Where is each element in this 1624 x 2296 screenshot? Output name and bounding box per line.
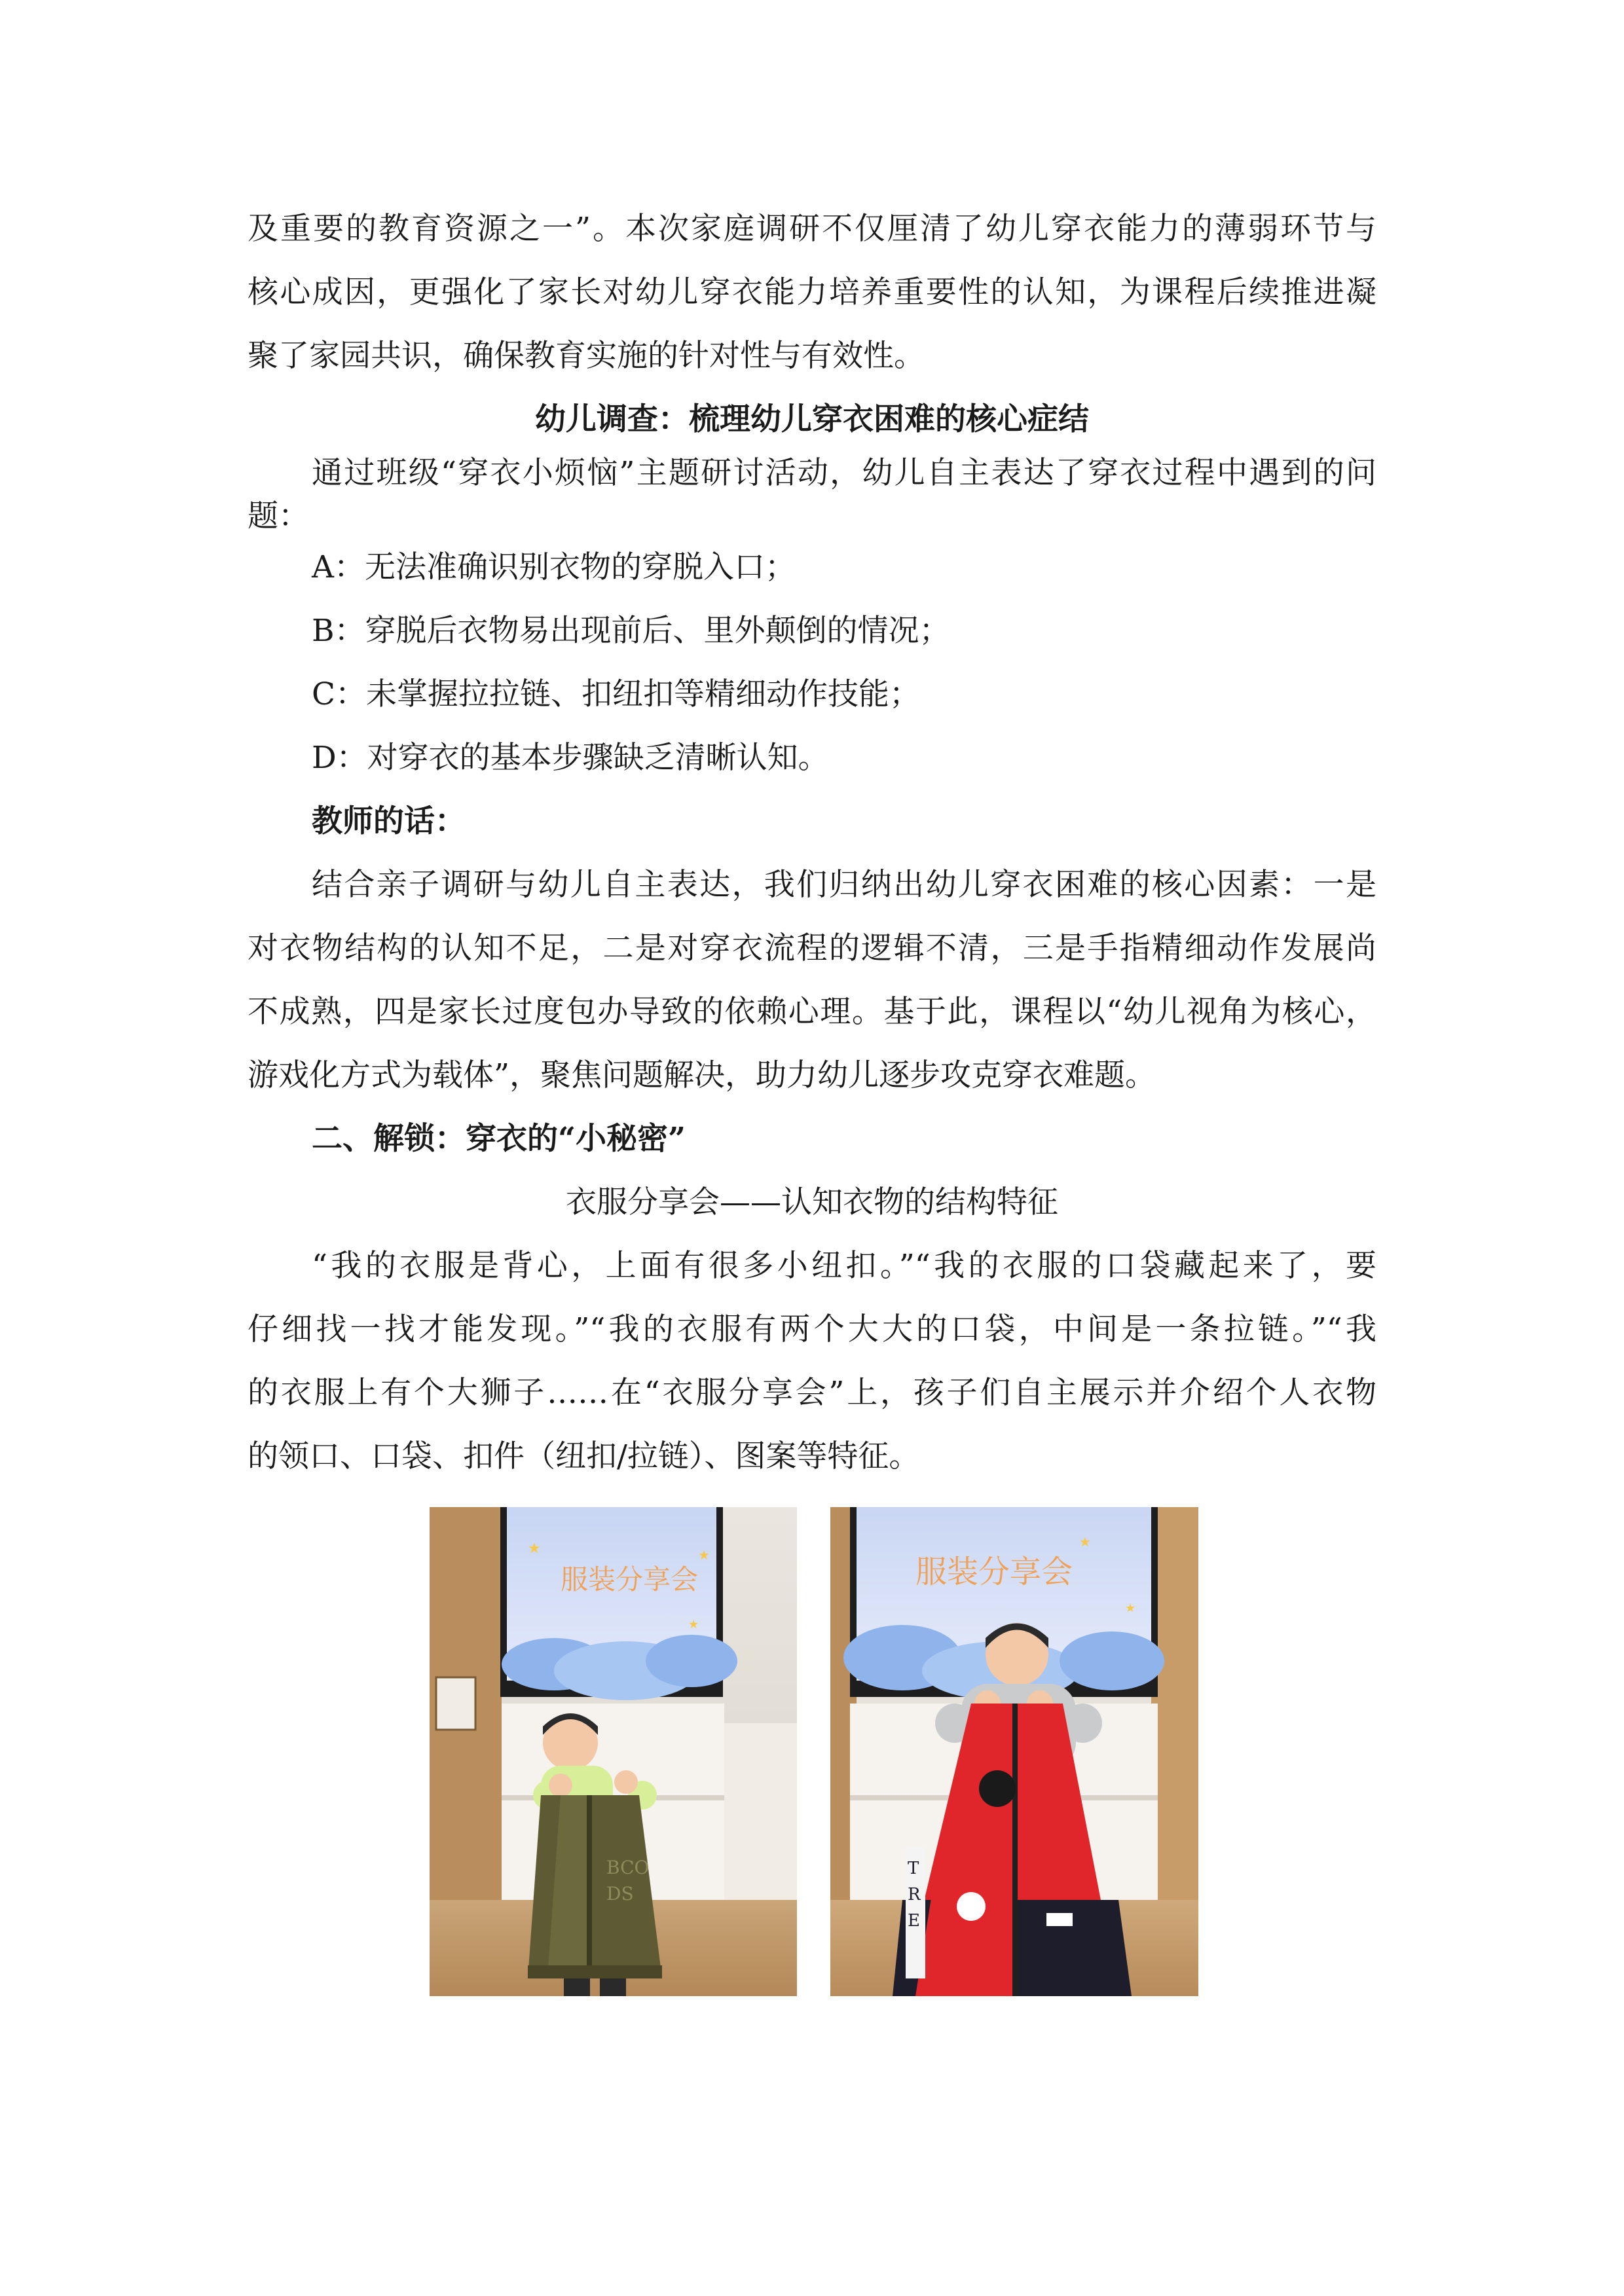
list-item: C：未掌握拉拉链、扣纽扣等精细动作技能； xyxy=(312,676,920,712)
screen-title-text: 服装分享会 xyxy=(561,1563,699,1595)
svg-text:★: ★ xyxy=(528,1540,541,1557)
paragraph-line: 不成熟，四是家长过度包办导致的依赖心理。基于此，课程以“幼儿视角为核心， xyxy=(248,994,1376,1030)
section-heading: 幼儿调查：梳理幼儿穿衣困难的核心症结 xyxy=(535,401,1089,437)
svg-text:R: R xyxy=(908,1885,921,1904)
paragraph-line: 核心成因，更强化了家长对幼儿穿衣能力培养重要性的认知，为课程后续推进凝 xyxy=(248,274,1376,310)
svg-text:DS: DS xyxy=(606,1883,634,1904)
photo-child-olive-jacket xyxy=(430,1507,797,1996)
paragraph-line: 题： xyxy=(248,498,309,534)
paragraph-line: 的衣服上有个大狮子……在“衣服分享会”上，孩子们自主展示并介绍个人衣物 xyxy=(248,1375,1376,1411)
paragraph-line: 的领口、口袋、扣件（纽扣/拉链）、图案等特征。 xyxy=(248,1438,920,1474)
paragraph-line: 仔细找一找才能发现。”“我的衣服有两个大大的口袋，中间是一条拉链。”“我 xyxy=(248,1311,1376,1347)
svg-text:★: ★ xyxy=(698,1547,710,1563)
svg-text:★: ★ xyxy=(1125,1601,1136,1615)
screen-title-text: 服装分享会 xyxy=(915,1554,1073,1590)
paragraph-line: 及重要的教育资源之一”。本次家庭调研不仅厘清了幼儿穿衣能力的薄弱环节与 xyxy=(248,211,1376,247)
paragraph-line: 聚了家园共识，确保教育实施的针对性与有效性。 xyxy=(248,338,925,374)
paragraph-line: 结合亲子调研与幼儿自主表达，我们归纳出幼儿穿衣困难的核心因素：一是 xyxy=(312,867,1376,903)
list-item: B：穿脱后衣物易出现前后、里外颠倒的情况； xyxy=(312,613,950,649)
paragraph-line: 游戏化方式为载体”，聚焦问题解决，助力幼儿逐步攻克穿衣难题。 xyxy=(248,1057,1156,1093)
paragraph-line: 通过班级“穿衣小烦恼”主题研讨活动，幼儿自主表达了穿衣过程中遇到的问 xyxy=(312,455,1376,491)
list-item: D：对穿衣的基本步骤缺乏清晰认知。 xyxy=(312,740,829,776)
svg-text:★: ★ xyxy=(688,1618,699,1631)
paragraph-line: 对衣物结构的认知不足，二是对穿衣流程的逻辑不清，三是手指精细动作发展尚 xyxy=(248,930,1376,966)
svg-text:E: E xyxy=(908,1911,920,1931)
list-item: A：无法准确识别衣物的穿脱入口； xyxy=(312,549,796,585)
paragraph-line: “我的衣服是背心，上面有很多小纽扣。”“我的衣服的口袋藏起来了，要 xyxy=(312,1248,1376,1284)
photo-child-red-jacket xyxy=(830,1507,1198,1996)
teacher-label: 教师的话： xyxy=(312,803,466,839)
svg-text:T: T xyxy=(908,1859,919,1878)
subsection-heading: 衣服分享会——认知衣物的结构特征 xyxy=(566,1184,1058,1220)
section-title: 二、解锁：穿衣的“小秘密” xyxy=(312,1121,686,1157)
svg-text:BCO: BCO xyxy=(606,1857,650,1878)
svg-text:★: ★ xyxy=(1079,1534,1091,1550)
